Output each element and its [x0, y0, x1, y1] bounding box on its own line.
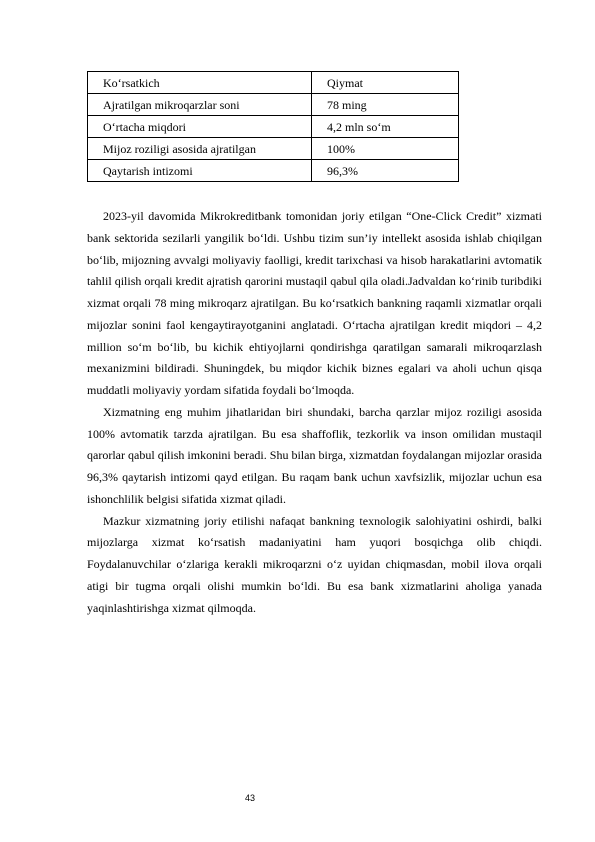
table-row: [88, 160, 459, 182]
table-header-cell: Qiymat: [312, 72, 459, 94]
table-row: [88, 138, 459, 160]
table-cell: Ajratilgan mikroqarzlar soni: [88, 94, 312, 116]
table-cell: 4,2 mln so‘m: [312, 116, 459, 138]
table-cell: 100%: [312, 138, 459, 160]
table-cell: O‘rtacha miqdori: [88, 116, 312, 138]
paragraph: Mazkur xizmatning joriy etilishi nafaqat bankning texnologik salohiyatini oshirdi, balki mijozlarga xizmat ko‘rsatish madaniyatini ham yuqori bosqichga olib chiqdi. Foydalanuvchilar o‘zlariga kerakli mikroqarzni o‘z uyidan chiqmasdan, mobil ilova orqali atigi bir tugma orqali olishi mumkin bo‘ldi. Bu esa bank xizmatlarini aholiga yanada yaqinlashtirishga xizmat qilmoqda.: [87, 513, 542, 615]
table-row: [88, 94, 459, 116]
table-header-cell: Ko‘rsatkich: [88, 72, 312, 94]
table-cell: Qaytarish intizomi: [88, 160, 312, 182]
table-cell: 78 ming: [312, 94, 459, 116]
table-row: [88, 116, 459, 138]
table-header-row: [88, 72, 459, 94]
paragraph: Xizmatning eng muhim jihatlaridan biri shundaki, barcha qarzlar mijoz roziligi asosida 100% avtomatik tarzda ajratilgan. Bu esa shaffoflik, tezkorlik va inson omilidan mustaqil qarorlar qabul qilish imkonini beradi. Shu bilan birga, xizmatdan foydalangan mijozlar orasida 96,3% qaytarish intizomi qayd etilgan. Bu raqam bank uchun xavfsizlik, mijozlar uchun esa ishonchlilik belgisi sifatida xizmat qiladi.: [87, 404, 542, 506]
page-number: 43: [245, 793, 256, 803]
table-cell: 96,3%: [312, 160, 459, 182]
paragraph: 2023-yil davomida Mikrokreditbank tomonidan joriy etilgan “One-Click Credit” xizmati bank sektorida sezilarli yangilik bo‘ldi. Ushbu tizim sun’iy intellekt asosida ishlab chiqilgan bo‘lib, mijozning avvalgi moliyaviy faolligi, kredit tarixchasi va hisob harakatlarini avtomatik tahlil qilish orqali kredit ajratish qarorini mustaqil qabul qila oladi.Jadvaldan ko‘rinib turibdiki xizmat orqali 78 ming mikroqarz ajratilgan. Bu ko‘rsatkich bankning raqamli xizmatlar orqali mijozlar sonini faol kengaytirayotganini anglatadi. O‘rtacha ajratilgan kredit miqdori – 4,2 million so‘m bo‘lib, bu kichik ehtiyojlarni qondirishga qaratilgan samarali mikroqarzlash mexanizmini bildiradi. Shuningdek, bu miqdor kichik biznes egalari va aholi uchun qisqa muddatli moliyaviy yordam sifatida foydali bo‘lmoqda.: [87, 209, 542, 397]
body-text: [87, 206, 542, 619]
table-cell: Mijoz roziligi asosida ajratilgan: [88, 138, 312, 160]
indicators-table: [87, 71, 459, 182]
